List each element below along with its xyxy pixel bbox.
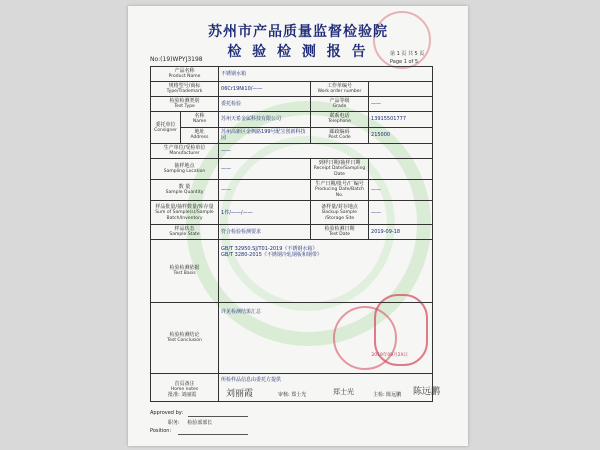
- value-test-type: 委托检验: [219, 97, 311, 112]
- row-sampling-location: [151, 158, 433, 179]
- label-test-date: 检验检测日期 Test Date: [311, 225, 369, 240]
- row-test-basis: [151, 240, 433, 303]
- label-grade: 产品等级 Grade: [311, 97, 369, 112]
- value-type: 06Cr19Ni10/——: [219, 82, 311, 97]
- value-telephone: 13915501777: [369, 112, 433, 127]
- label-manufacturer: 生产单位/受检单位 Manufacturer: [151, 143, 219, 158]
- page-indicator: [390, 50, 424, 66]
- value-test-date: 2019-09-18: [369, 225, 433, 240]
- row-test-type: [151, 97, 433, 112]
- approver-signature: 刘丽霞: [226, 389, 254, 399]
- label-sample-state: 样品状态 Sample State: [151, 225, 219, 240]
- label-post-code: 邮政编码 Post Code: [311, 127, 369, 143]
- approved-by-label: Approved by:: [150, 410, 184, 416]
- label-consigner-name: 名称 Name: [181, 112, 219, 127]
- value-address: 苏州高新区金枫路199号配宝创新科技园: [219, 127, 311, 143]
- label-sample-quantity: 数 量 Sample Quantity: [151, 179, 219, 200]
- test-conclusion-text: 详见检测结果汇总: [221, 309, 262, 316]
- value-sample-state: 符合检验检测要求: [219, 225, 311, 240]
- value-test-conclusion: [219, 303, 433, 374]
- row-test-conclusion: [151, 303, 433, 374]
- row-type: [151, 82, 433, 97]
- approver-name: 批准: 刘丽霞: [168, 392, 197, 398]
- label-producing-date: 生产日期/批号/厂编号 Producing Date/Batch No.: [311, 179, 369, 200]
- label-test-basis: 检验检测依据 Test Basis: [151, 240, 219, 303]
- row-sum-of-samples: [151, 201, 433, 225]
- document-title: 检 验 检 测 报 告: [227, 44, 369, 60]
- value-grade: ——: [369, 97, 433, 112]
- value-backup-sample: ——: [369, 201, 433, 225]
- test-basis-standard-1: GB/T 32950.SJ/T01-2019《不锈钢水箱》: [221, 246, 318, 253]
- label-receipt-date: 到样日期/抽样日期 Receipt Date/Sampling Date: [311, 158, 369, 179]
- label-sum-of-samples: 样品批量/抽样数量/库存量 Sum of Sample(s)/Sample Batch/Inventory: [151, 201, 219, 225]
- institute-name: 苏州市产品质量监督检验院: [208, 24, 388, 40]
- report-page: [128, 6, 468, 446]
- value-post-code: 215000: [369, 127, 433, 143]
- reviewer-signature: 郑士光: [333, 388, 354, 396]
- position-line: [178, 434, 248, 435]
- label-type: 规格型号/商标 Type/Trademark: [151, 82, 219, 97]
- value-home-notes: 所检样品信息由委托方提供: [219, 373, 433, 401]
- value-sample-quantity: ——: [219, 179, 311, 200]
- value-sampling-location: ——: [219, 158, 311, 179]
- label-test-type: 检验检测类别 Test Type: [151, 97, 219, 112]
- label-telephone: 联系电话 Telephone: [311, 112, 369, 127]
- position-row: 职务: 检验部部长: [168, 420, 213, 426]
- label-backup-sample: 备样量/封存地点 Backup Sample /Storage Site: [311, 201, 369, 225]
- conclusion-stamp-date: 2019年09月2X日: [371, 352, 409, 358]
- value-test-basis: [219, 240, 433, 303]
- report-number: No:(19)WPYJ3198: [150, 56, 203, 63]
- label-address: 地址 Address: [181, 127, 219, 143]
- label-product-name: 产品名称 Product Name: [151, 67, 219, 82]
- row-product-name: [151, 67, 433, 82]
- label-sampling-location: 抽样地点 Sampling Location: [151, 158, 219, 179]
- row-sample-quantity: [151, 179, 433, 200]
- label-work-order: 工作单编号 Work order number: [311, 82, 369, 97]
- reviewer: 审核: 郑士光: [278, 392, 307, 398]
- value-work-order: [369, 82, 433, 97]
- approved-by-line: [188, 416, 248, 417]
- value-consigner-name: 苏州天希金属科技有限公司: [219, 112, 311, 127]
- value-product-name: 不锈钢水箱: [219, 67, 433, 82]
- value-sum-of-samples: 1件/——/——: [219, 201, 311, 225]
- label-home-notes: 首页备注 Home notes: [151, 373, 219, 401]
- value-producing-date: ——: [369, 179, 433, 200]
- row-consigner-address: [151, 127, 433, 143]
- page-indicator-en: Page 1 of 5: [390, 59, 419, 65]
- value-manufacturer: ——: [219, 143, 433, 158]
- label-test-conclusion: 检验检测结论 Test Conclusion: [151, 303, 219, 374]
- value-receipt-date: [369, 158, 433, 179]
- main-inspector: 主检: 陈远鹏: [373, 392, 402, 398]
- label-consigner: 委托单位 Consigner: [151, 112, 181, 143]
- row-manufacturer: [151, 143, 433, 158]
- position-en-label: Position:: [150, 428, 172, 434]
- main-inspector-signature: 陈远鹏: [413, 387, 441, 397]
- page-indicator-cn: 第 1 页 共 5 页: [390, 51, 425, 57]
- report-form-table: [150, 66, 433, 402]
- row-consigner-name: [151, 112, 433, 127]
- test-basis-standard-2: GB/T 3280-2015《不锈钢冷轧钢板和钢带》: [221, 252, 322, 259]
- row-sample-state: [151, 225, 433, 240]
